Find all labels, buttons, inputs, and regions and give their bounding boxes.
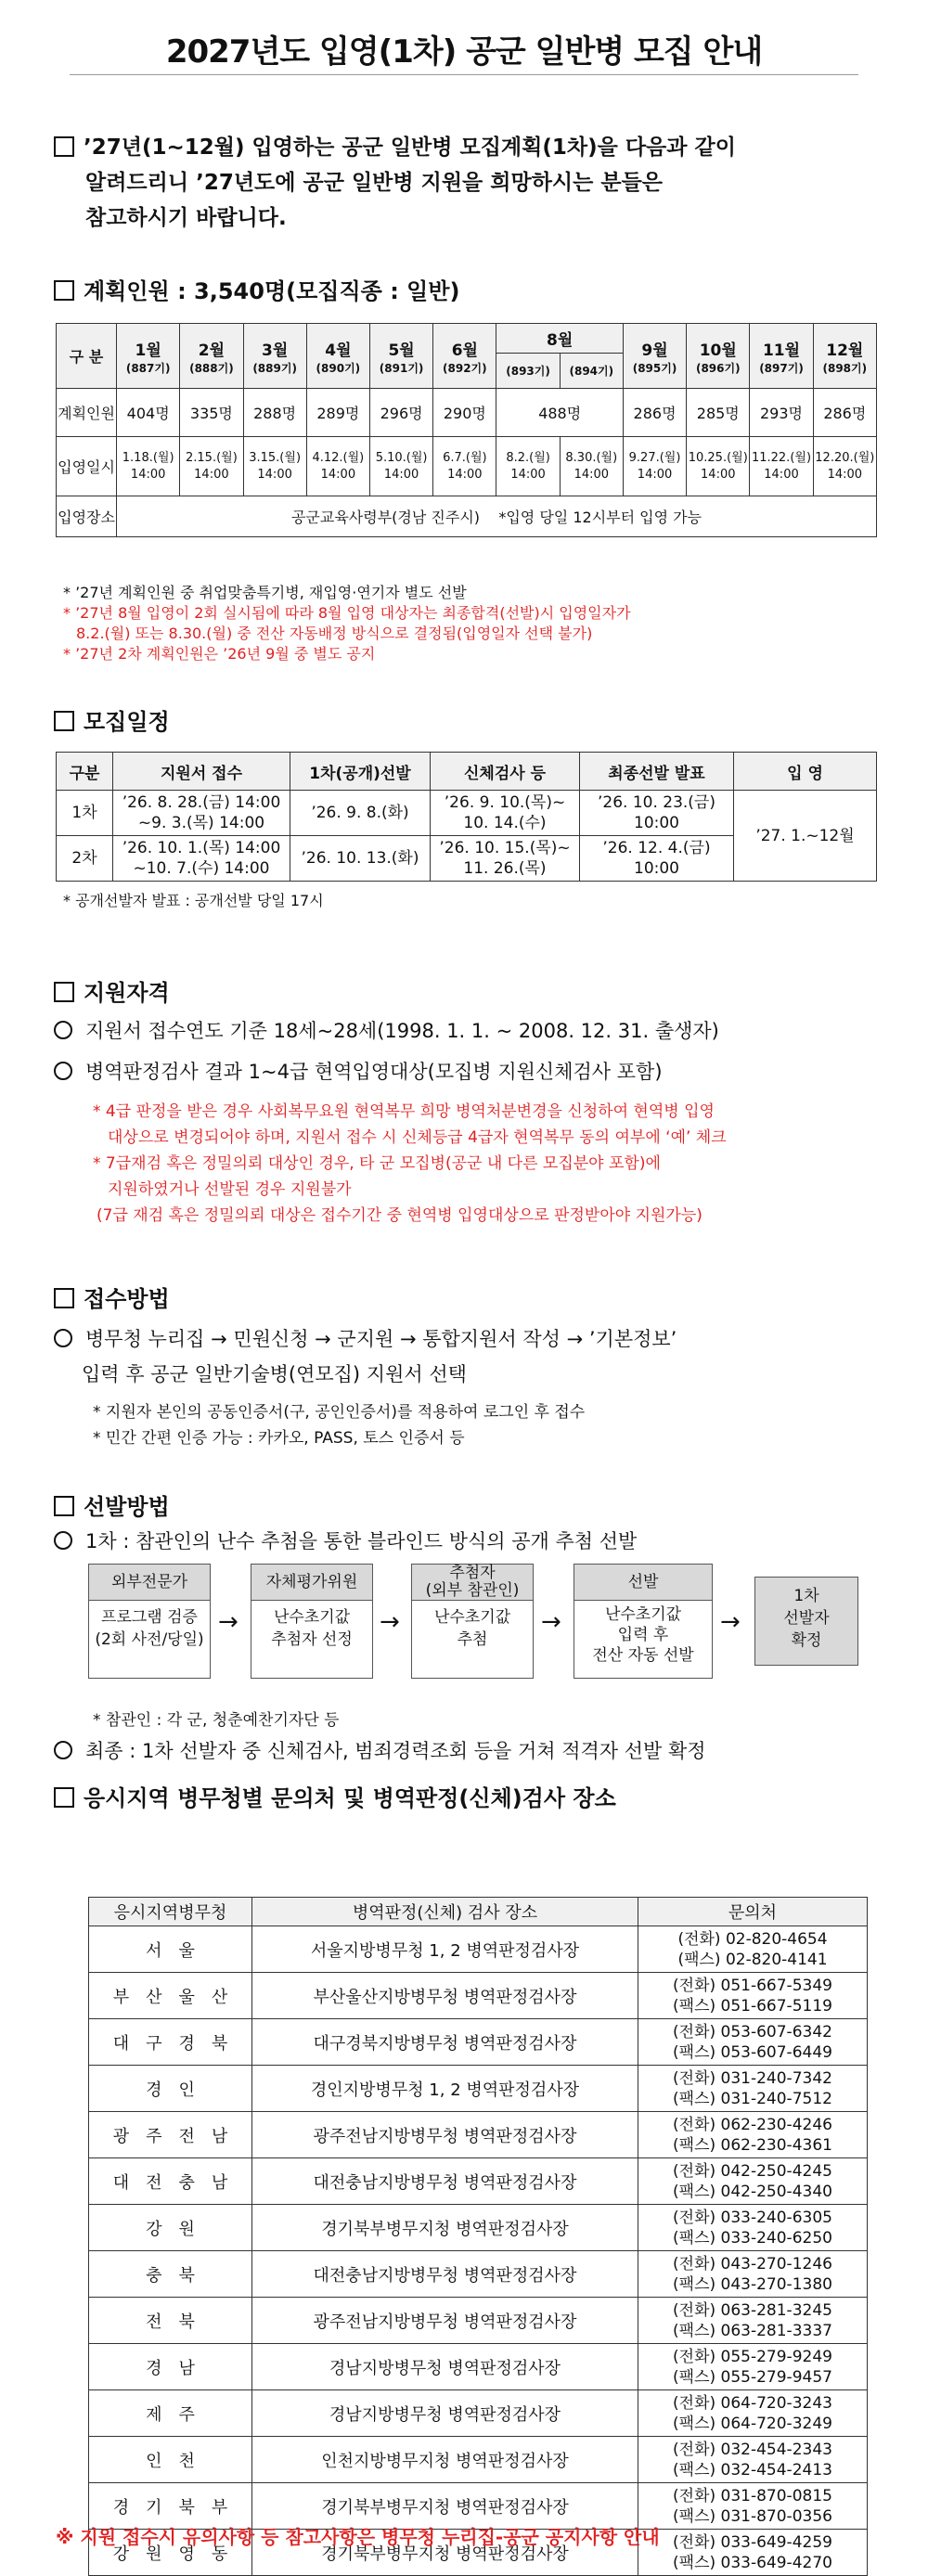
count-cell: 488명	[496, 389, 623, 437]
contact-cell	[638, 2205, 868, 2251]
circle-bullet-icon	[54, 1021, 72, 1039]
place-cell: 경기북부병무지청 병역판정검사장	[252, 2483, 638, 2530]
region-cell: 대전충남	[89, 2158, 252, 2205]
place-cell: 대전충남지방병무청 병역판정검사장	[252, 2251, 638, 2298]
contact-cell	[638, 2437, 868, 2483]
contacts-table	[88, 1897, 868, 2576]
apply-heading: 접수방법	[54, 1281, 170, 1313]
count-cell: 289명	[306, 389, 369, 437]
month-header: 3월 (889기)	[243, 324, 306, 389]
apply-notes: * 지원자 본인의 공동인증서(구, 공인인증서)를 적용하여 로그인 후 접수 * 민간 간편 인증 가능 : 카카오, PASS, 토스 인증서 등	[93, 1403, 586, 1448]
intro-line-2: 알려드리니 ’27년도에 공군 일반병 지원을 희망하시는 분들은	[85, 171, 664, 195]
region-cell: 강원영동	[89, 2530, 252, 2576]
date-cell: 5.10.(월) 14:00	[369, 437, 432, 496]
contacts-header: 응시지역병무청	[89, 1898, 252, 1926]
phone-number: (전화) 051-667-5349	[673, 1976, 832, 1995]
checkbox-bullet-icon	[54, 280, 74, 301]
plan-table	[56, 323, 877, 537]
row-label: 계획인원	[57, 389, 117, 437]
region-cell: 경기북부	[89, 2483, 252, 2530]
region-cell: 인천	[89, 2437, 252, 2483]
checkbox-bullet-icon	[54, 1288, 74, 1308]
fax-number: (팩스) 02-820-4141	[677, 1950, 828, 1969]
row-label: 입영일시	[57, 437, 117, 496]
region-cell: 경인	[89, 2066, 252, 2112]
place-cell: 인천지방병무지청 병역판정검사장	[252, 2437, 638, 2483]
month-header: 6월 (892기)	[433, 324, 496, 389]
fax-number: (팩스) 033-649-4270	[673, 2553, 832, 2572]
count-cell: 286명	[813, 389, 876, 437]
schedule-header: 입 영	[734, 753, 877, 791]
count-cell: 286명	[623, 389, 686, 437]
schedule-header: 최종선발 발표	[580, 753, 734, 791]
month-header-aug: 8월	[496, 324, 623, 354]
selection-flow-diagram	[88, 1564, 868, 1703]
qualification-notes: * 4급 판정을 받은 경우 사회복무요원 현역복무 희망 병역처분변경을 신청하여 현역병 입영 대상으로 변경되어야 하며, 지원서 접수 시 신체등급 4급자 현역복무 동의 여부에 ‘예’ 체크 * 7급재검 혹은 정밀의뢰 대상인 경우, 타 군 모집병(공군 내 다른 모집분야 포함)에 지원하였거나 선발된 경우 지원불가 (7급 재검 혹은 정밀의뢰 대상은 접수기간 중 현역병 입영대상으로 판정받아야 지원가능)	[93, 1102, 727, 1225]
phone-number: (전화) 033-649-4259	[673, 2532, 832, 2552]
schedule-note: * 공개선발자 발표 : 공개선발 당일 17시	[63, 892, 324, 909]
region-cell: 서울	[89, 1926, 252, 1973]
place-cell: 공군교육사령부(경남 진주시) *입영 당일 12시부터 입영 가능	[117, 496, 877, 537]
phone-number: (전화) 033-240-6305	[673, 2208, 832, 2227]
first-select-cell: ’26. 10. 13.(화)	[290, 836, 431, 882]
month-header: 5월 (891기)	[369, 324, 432, 389]
region-cell: 강원	[89, 2205, 252, 2251]
apply-line-1: 병무청 누리집 → 민원신청 → 군지원 → 통합지원서 작성 → ’기본정보’	[54, 1325, 677, 1353]
contacts-row	[89, 2437, 868, 2483]
flow-step-confirm: 1차 선발자 확정	[754, 1577, 858, 1666]
circle-bullet-icon	[54, 1531, 72, 1550]
date-cell: 11.22.(월) 14:00	[750, 437, 813, 496]
schedule-header: 지원서 접수	[113, 753, 290, 791]
apply-cell: ’26. 8. 28.(금) 14:00 ~9. 3.(목) 14:00	[113, 791, 290, 836]
phone-number: (전화) 02-820-4654	[677, 1929, 828, 1949]
flow-step-internal-committee: 자체평가위원 난수초기값 추첨자 선정	[251, 1564, 373, 1679]
circle-bullet-icon	[54, 1062, 72, 1080]
count-cell: 296명	[369, 389, 432, 437]
contact-cell	[638, 1926, 868, 1973]
date-cell: 8.30.(월) 14:00	[560, 437, 623, 496]
phone-number: (전화) 063-281-3245	[673, 2300, 832, 2320]
place-cell: 서울지방병무청 1, 2 병역판정검사장	[252, 1926, 638, 1973]
fax-number: (팩스) 063-281-3337	[673, 2321, 832, 2340]
arrow-right-icon: →	[380, 1608, 400, 1636]
phone-number: (전화) 042-250-4245	[673, 2161, 832, 2181]
schedule-header: 1차(공개)선발	[290, 753, 431, 791]
contacts-row	[89, 1926, 868, 1973]
count-cell: 290명	[433, 389, 496, 437]
header-label: 구 분	[57, 324, 117, 389]
selection-line-2: 최종 : 1차 선발자 중 신체검사, 범죄경력조회 등을 거쳐 적격자 선발 확정	[54, 1737, 706, 1765]
fax-number: (팩스) 031-870-0356	[673, 2506, 832, 2526]
selection-line-1: 1차 : 참관인의 난수 추첨을 통한 블라인드 방식의 공개 추첨 선발	[54, 1527, 637, 1555]
place-cell: 경남지방병무청 병역판정검사장	[252, 2390, 638, 2437]
month-header: 10월 (896기)	[687, 324, 750, 389]
date-cell: 1.18.(월) 14:00	[117, 437, 180, 496]
month-header: 4월 (890기)	[306, 324, 369, 389]
contact-cell	[638, 2344, 868, 2390]
date-cell: 2.15.(월) 14:00	[180, 437, 243, 496]
exam-cell: ’26. 9. 10.(목)~ 10. 14.(수)	[431, 791, 580, 836]
contacts-row	[89, 2390, 868, 2437]
region-cell: 경남	[89, 2344, 252, 2390]
circle-bullet-icon	[54, 1329, 72, 1347]
page-title: 2027년도 입영(1차) 공군 일반병 모집 안내	[165, 33, 763, 71]
first-select-cell: ’26. 9. 8.(화)	[290, 791, 431, 836]
region-cell: 전북	[89, 2298, 252, 2344]
selection-note: * 참관인 : 각 군, 청춘예찬기자단 등	[93, 1711, 340, 1730]
checkbox-bullet-icon	[54, 982, 74, 1002]
contact-cell	[638, 2158, 868, 2205]
footer-note: ※ 지원 접수시 유의사항 등 참고사항은 병무청 누리집-공군 공지사항 안내	[56, 2526, 660, 2548]
flow-step-external-expert: 외부전문가 프로그램 검증 (2회 사전/당일)	[88, 1564, 211, 1679]
place-cell: 경인지방병무청 1, 2 병역판정검사장	[252, 2066, 638, 2112]
schedule-table	[56, 752, 877, 882]
flow-step-selection: 선발 난수초기값 입력 후 전산 자동 선발	[574, 1564, 713, 1679]
contacts-row	[89, 2205, 868, 2251]
checkbox-bullet-icon	[54, 1496, 74, 1516]
contact-cell	[638, 2390, 868, 2437]
schedule-header: 구분	[57, 753, 113, 791]
fax-number: (팩스) 055-279-9457	[673, 2367, 832, 2387]
intro-line-1: ’27년(1~12월) 입영하는 공군 일반병 모집계획(1차)을 다음과 같이	[84, 135, 736, 160]
count-cell: 288명	[243, 389, 306, 437]
contacts-row	[89, 2344, 868, 2390]
title-divider	[70, 74, 858, 75]
schedule-header: 신체검사 등	[431, 753, 580, 791]
count-cell: 293명	[750, 389, 813, 437]
region-cell: 충북	[89, 2251, 252, 2298]
phone-number: (전화) 043-270-1246	[673, 2254, 832, 2273]
plan-notes: * ’27년 계획인원 중 취업맞춤특기병, 재입영·연기자 별도 선발 * ’27년 8월 입영이 2회 실시됨에 따라 8월 입영 대상자는 최종합격(선발)시 입영일자가 8.2.(월) 또는 8.30.(월) 중 전산 자동배정 방식으로 결정됨(입영일자 선택 불가) * ’27년 2차 계획인원은 ’26년 9월 중 별도 공지	[63, 584, 631, 663]
contacts-row	[89, 2251, 868, 2298]
month-header: 9월 (895기)	[623, 324, 686, 389]
place-cell: 대구경북지방병무청 병역판정검사장	[252, 2019, 638, 2066]
contacts-row	[89, 2158, 868, 2205]
checkbox-bullet-icon	[54, 1787, 74, 1808]
schedule-heading: 모집일정	[54, 703, 170, 736]
contacts-header: 병역판정(신체) 검사 장소	[252, 1898, 638, 1926]
contact-cell	[638, 2066, 868, 2112]
arrow-right-icon: →	[541, 1608, 561, 1636]
ki-header: (893기)	[496, 354, 560, 389]
apply-line-2: 입력 후 공군 일반기술병(연모집) 지원서 선택	[82, 1363, 467, 1385]
contact-cell	[638, 2019, 868, 2066]
date-cell: 12.20.(월) 14:00	[813, 437, 876, 496]
fax-number: (팩스) 031-240-7512	[673, 2089, 832, 2108]
phone-number: (전화) 064-720-3243	[673, 2393, 832, 2413]
date-cell: 6.7.(월) 14:00	[433, 437, 496, 496]
contacts-row	[89, 2066, 868, 2112]
contact-cell	[638, 2298, 868, 2344]
checkbox-bullet-icon	[54, 711, 74, 731]
place-cell: 부산울산지방병무청 병역판정검사장	[252, 1973, 638, 2019]
schedule-row-label: 2차	[57, 836, 113, 882]
region-cell: 광주전남	[89, 2112, 252, 2158]
phone-number: (전화) 032-454-2343	[673, 2440, 832, 2459]
qualification-item-2: 병역판정검사 결과 1~4급 현역입영대상(모집병 지원신체검사 포함)	[54, 1058, 663, 1086]
intro-paragraph	[54, 130, 870, 236]
region-cell: 제주	[89, 2390, 252, 2437]
plan-heading: 계획인원 : 3,540명(모집직종 : 일반)	[54, 273, 460, 305]
intro-line-3: 참고하시기 바랍니다.	[85, 206, 287, 230]
month-header: 11월 (897기)	[750, 324, 813, 389]
phone-number: (전화) 053-607-6342	[673, 2022, 832, 2041]
enlist-cell: ’27. 1.~12월	[734, 791, 877, 882]
place-cell: 대전충남지방병무청 병역판정검사장	[252, 2158, 638, 2205]
qualification-heading: 지원자격	[54, 974, 170, 1007]
month-header: 2월 (888기)	[180, 324, 243, 389]
contact-cell	[638, 2251, 868, 2298]
phone-number: (전화) 055-279-9249	[673, 2347, 832, 2366]
region-cell: 부산울산	[89, 1973, 252, 2019]
phone-number: (전화) 031-870-0815	[673, 2486, 832, 2505]
place-cell: 광주전남지방병무청 병역판정검사장	[252, 2112, 638, 2158]
selection-heading: 선발방법	[54, 1488, 170, 1521]
checkbox-bullet-icon	[54, 136, 74, 157]
fax-number: (팩스) 053-607-6449	[673, 2042, 832, 2062]
contacts-row	[89, 2019, 868, 2066]
contacts-heading: 응시지역 병무청별 문의처 및 병역판정(신체)검사 장소	[54, 1780, 616, 1812]
contacts-row	[89, 2112, 868, 2158]
circle-bullet-icon	[54, 1741, 72, 1759]
apply-cell: ’26. 10. 1.(목) 14:00 ~10. 7.(수) 14:00	[113, 836, 290, 882]
place-cell: 광주전남지방병무청 병역판정검사장	[252, 2298, 638, 2344]
place-cell: 경기북부병무지청 병역판정검사장	[252, 2205, 638, 2251]
date-cell: 10.25.(월) 14:00	[687, 437, 750, 496]
contacts-header: 문의처	[638, 1898, 868, 1926]
region-cell: 대구경북	[89, 2019, 252, 2066]
fax-number: (팩스) 064-720-3249	[673, 2414, 832, 2433]
count-cell: 404명	[117, 389, 180, 437]
count-cell: 335명	[180, 389, 243, 437]
contact-cell	[638, 2112, 868, 2158]
count-cell: 285명	[687, 389, 750, 437]
contact-cell	[638, 1973, 868, 2019]
arrow-right-icon: →	[720, 1608, 741, 1636]
date-cell: 9.27.(월) 14:00	[623, 437, 686, 496]
fax-number: (팩스) 051-667-5119	[673, 1996, 832, 2016]
contacts-row	[89, 1973, 868, 2019]
contacts-row	[89, 2298, 868, 2344]
phone-number: (전화) 031-240-7342	[673, 2068, 832, 2088]
date-cell: 8.2.(월) 14:00	[496, 437, 560, 496]
ki-header: (894기)	[560, 354, 623, 389]
fax-number: (팩스) 043-270-1380	[673, 2274, 832, 2294]
date-cell: 4.12.(월) 14:00	[306, 437, 369, 496]
fax-number: (팩스) 062-230-4361	[673, 2135, 832, 2155]
fax-number: (팩스) 033-240-6250	[673, 2228, 832, 2248]
arrow-right-icon: →	[218, 1608, 238, 1636]
month-header: 12월 (898기)	[813, 324, 876, 389]
fax-number: (팩스) 032-454-2413	[673, 2460, 832, 2479]
schedule-row-label: 1차	[57, 791, 113, 836]
place-cell: 경남지방병무청 병역판정검사장	[252, 2344, 638, 2390]
exam-cell: ’26. 10. 15.(목)~ 11. 26.(목)	[431, 836, 580, 882]
row-label: 입영장소	[57, 496, 117, 537]
final-cell: ’26. 10. 23.(금) 10:00	[580, 791, 734, 836]
place-cell: 경기북부병무지청 병역판정검사장	[252, 2530, 638, 2576]
date-cell: 3.15.(월) 14:00	[243, 437, 306, 496]
month-header: 1월 (887기)	[117, 324, 180, 389]
final-cell: ’26. 12. 4.(금) 10:00	[580, 836, 734, 882]
phone-number: (전화) 062-230-4246	[673, 2115, 832, 2134]
fax-number: (팩스) 042-250-4340	[673, 2182, 832, 2201]
qualification-item-1: 지원서 접수연도 기준 18세~28세(1998. 1. 1. ~ 2008. 12. 31. 출생자)	[54, 1017, 719, 1045]
flow-step-drawer: 추첨자 (외부 참관인) 난수초기값 추첨	[411, 1564, 534, 1679]
